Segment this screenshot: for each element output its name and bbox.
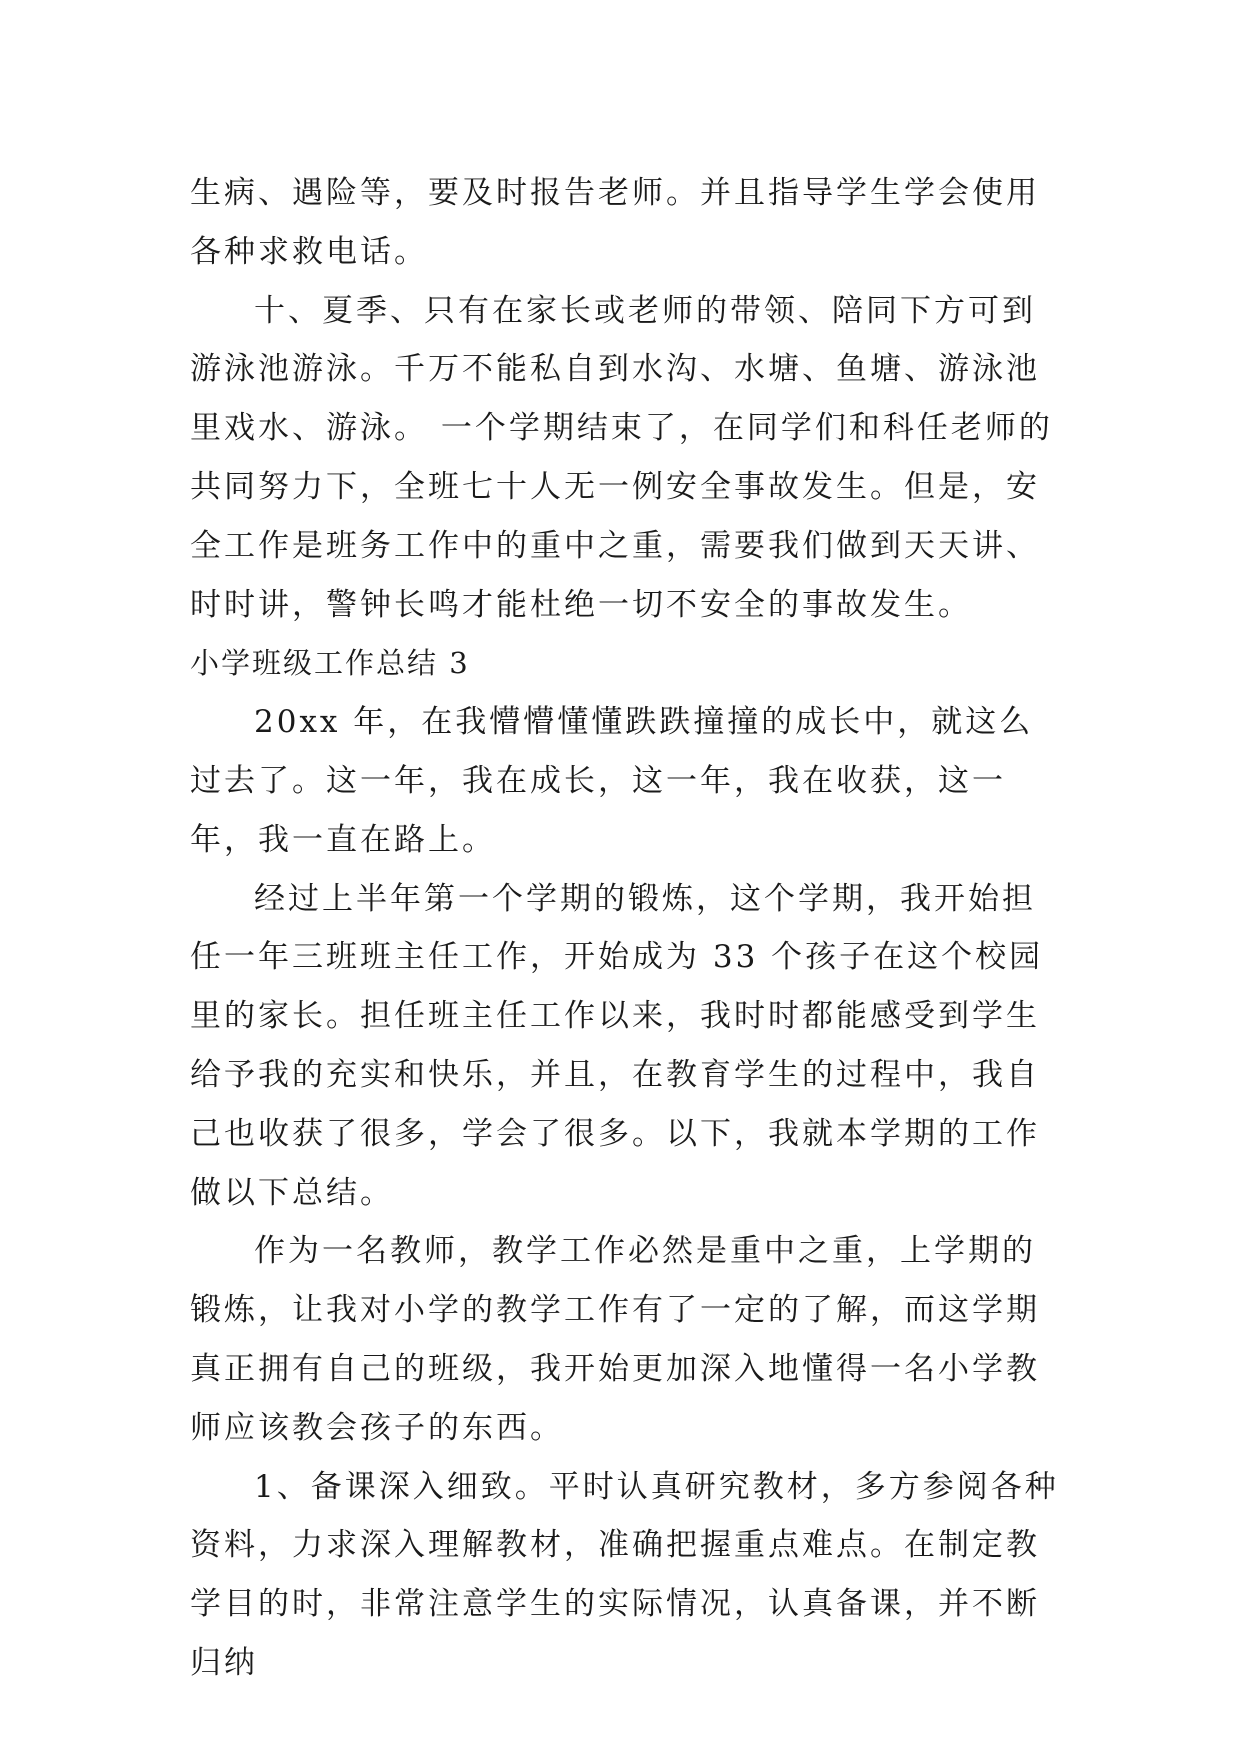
paragraph-continuation: 生病、遇险等，要及时报告老师。并且指导学生学会使用各种求救电话。 — [190, 175, 1040, 270]
document-body — [190, 164, 1060, 1693]
paragraph-lesson-prep: 1、备课深入细致。平时认真研究教材，多方参阅各种资料，力求深入理解教材，准确把握重点难点。在制定教学目的时，非常注意学生的实际情况，认真备课，并不断归纳 — [190, 1468, 1059, 1681]
paragraph-teaching: 作为一名教师，教学工作必然是重中之重，上学期的锻炼，让我对小学的教学工作有了一定的了解，而这学期真正拥有自己的班级，我开始更加深入地懂得一名小学教师应该教会孩子的东西。 — [190, 1233, 1040, 1446]
section-heading: 小学班级工作总结 3 — [190, 646, 470, 681]
paragraph-item-ten: 十、夏季、只有在家长或老师的带领、陪同下方可到游泳池游泳。千万不能私自到水沟、水塘、鱼塘、游泳池里戏水、游泳。 一个学期结束了，在同学们和科任老师的共同努力下，全班七十人无一例安全事故发生。但是，安全工作是班务工作中的重中之重，需要我们做到天天讲、时时讲，警钟长鸣才能杜绝一切不安全的事故发生。 — [190, 292, 1053, 623]
paragraph-intro: 20xx 年，在我懵懵懂懂跌跌撞撞的成长中，就这么过去了。这一年，我在成长，这一年，我在收获，这一年，我一直在路上。 — [190, 704, 1034, 858]
paragraph-class-teacher: 经过上半年第一个学期的锻炼，这个学期，我开始担任一年三班班主任工作，开始成为 33 个孩子在这个校园里的家长。担任班主任工作以来，我时时都能感受到学生给予我的充实和快乐，并且，在教育学生的过程中，我自己也收获了很多，学会了很多。以下，我就本学期的工作做以下总结。 — [190, 880, 1044, 1211]
